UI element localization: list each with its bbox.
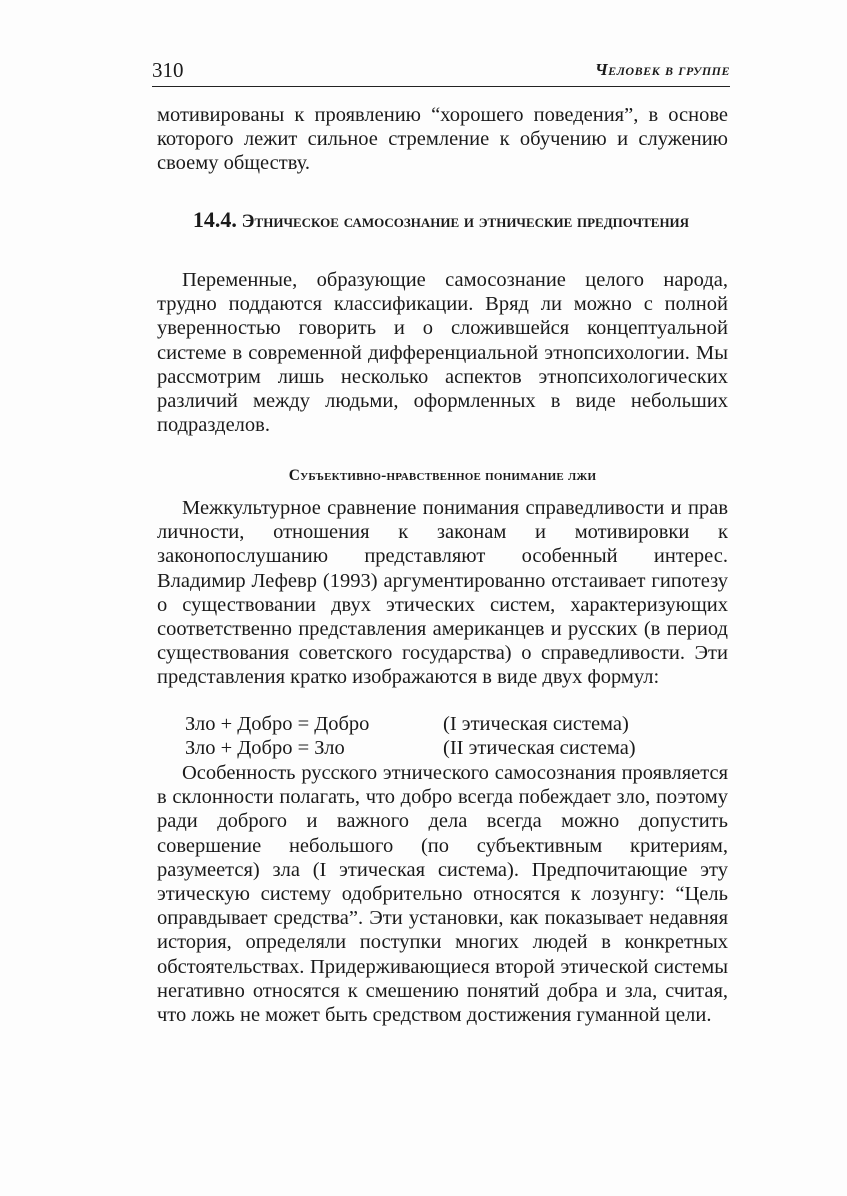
section-title: Этническое самосознание и этнические предпочтения: [241, 211, 690, 232]
formula-note: (I этическая система): [443, 713, 629, 735]
page-header: [152, 56, 730, 87]
page-number: 310: [152, 58, 184, 82]
subsection-paragraph: Межкультурное сравнение понимания справедливости и прав личности, отношения к законам и мотивировки к законопослушанию представляют особенный интерес. Владимир Лефевр (1993) аргументированно отстаивает гипотезу о существовании двух этических систем, характеризующих соответственно представления американцев и русских (в период существования советского государства) о справедливости. Эти представления кратко изображаются в виде двух формул:: [157, 497, 728, 689]
formula-expression: Зло + Добро = Зло: [185, 737, 345, 759]
formula-expression: Зло + Добро = Добро: [185, 713, 370, 735]
section-heading: [152, 206, 730, 235]
running-head: Человек в группе: [594, 60, 730, 79]
section-number: 14.4.: [192, 207, 237, 232]
subsection-heading: Субъективно-нравственное понимание лжи: [288, 467, 597, 484]
final-paragraph: Особенность русского этнического самосознания проявляется в склонности полагать, что добро всегда побеждает зло, поэтому ради доброго и важного дела всегда можно допустить совершение небольшого (по субъективным критериям, разумеется) зла (I этическая система). Предпочитающие эту этическую систему одобрительно относятся к лозунгу: “Цель оправдывает средства”. Эти установки, как показывает недавняя история, определяли поступки многих людей в конкретных обстоятельствах. Придерживающиеся второй этической системы негативно относятся к смешению понятий добра и зла, считая, что ложь не может быть средством достижения гуманной цели.: [157, 762, 728, 1027]
section-paragraph: Переменные, образующие самосознание целого народа, трудно поддаются классификации. Вряд ли можно с полной уверенностью говорить и о сложившейся концептуальной системе в современной дифференциальной этнопсихологии. Мы рассмотрим лишь несколько аспектов этнопсихологических различий между людьми, оформленных в виде небольших подразделов.: [157, 269, 728, 437]
formula-note: (II этическая система): [443, 737, 636, 759]
intro-paragraph: мотивированы к проявлению “хорошего поведения”, в основе которого лежит сильное стремление к обучению и служению своему обществу.: [157, 104, 728, 175]
